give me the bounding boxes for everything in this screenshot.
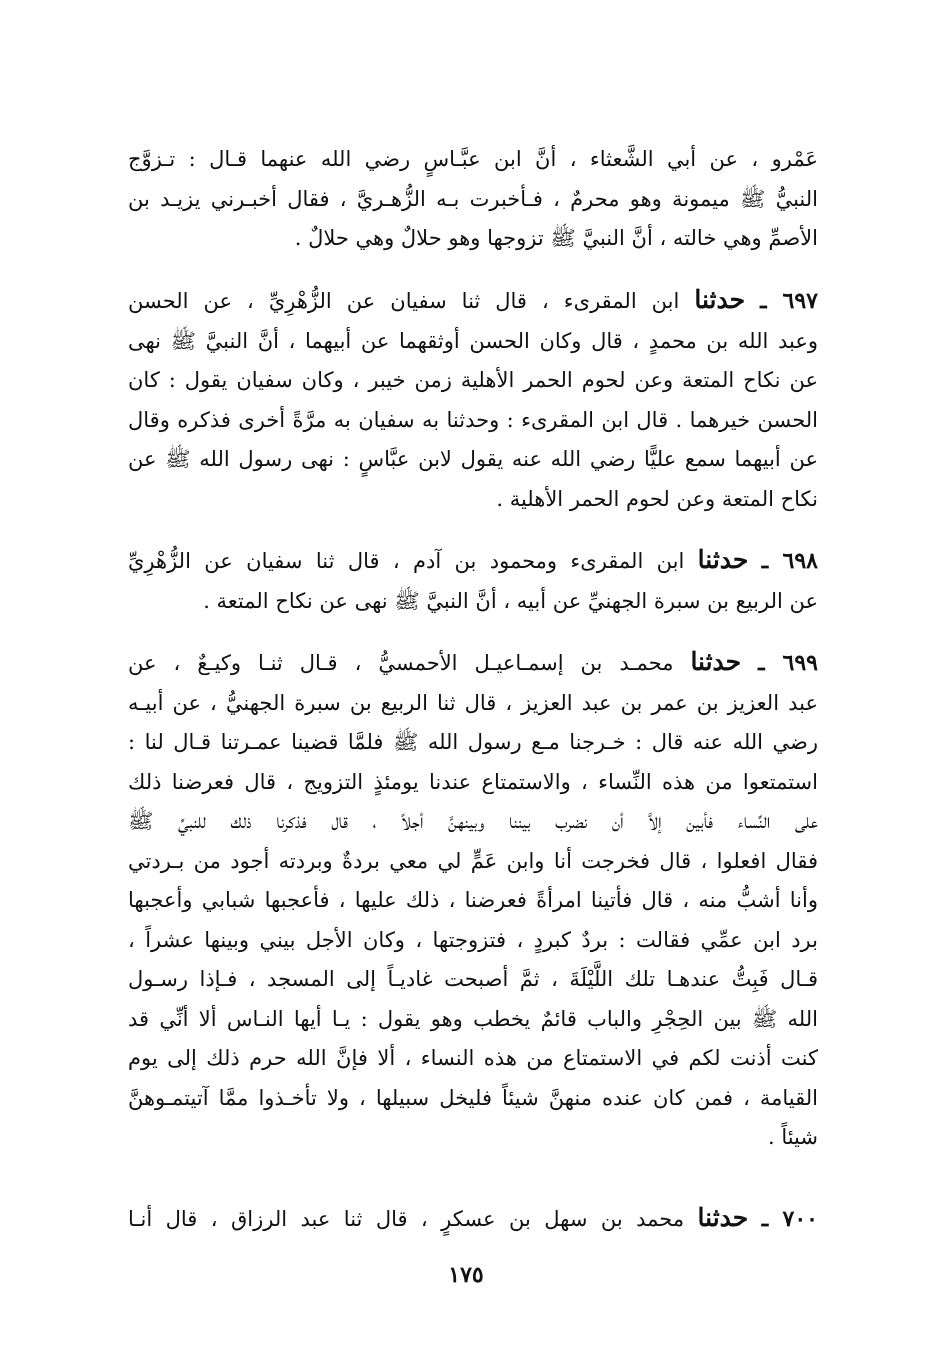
text-line: الحسن خيرهما . قال ابن المقرىء : وحدثنا به سفيان به مرَّةً أخرى فذكره وقال [128,407,818,432]
text-line [128,280,818,322]
hadith-keyword: حدثنا [697,1203,749,1232]
text-line-content: محمـد بن إسمـاعيـل الأحمسيُّ ، قـال ثنـا وكيـعٌ ، عن [128,651,674,675]
hadith-698 [128,540,818,621]
text-line: شيئاً . [767,1125,818,1149]
paragraph-continuation [128,140,818,259]
hadith-number: ٦٩٧ ـ [760,288,818,314]
text-line: وأنا أشبُّ منه ، قال فأتينا امرأةً فعرضنا ، ذلك عليها ، فأعجبها شبابي وأعجبها [128,888,818,912]
text-line [128,642,818,684]
hadith-697 [128,280,818,519]
text-line [128,1198,818,1240]
text-line: عَمْرو ، عن أبي الشَّعثاء ، أنَّ ابن عبَّـاسٍ رضي الله عنهما قـال : تـزوَّج [128,147,818,171]
hadith-keyword: حدثنا [694,285,746,314]
hadith-700 [128,1198,818,1240]
text-line: برد ابن عمِّي فقالت : بردٌ كبردٍ ، فتزوجتها ، وكان الأجل بيني وبينها عشراً ، [128,927,818,952]
text-line-content: ابن المقرىء ، قال ثنا سفيان عن الزُّهْرِيِّ ، عن الحسن [128,289,680,313]
hadith-number: ٦٩٩ ـ [758,650,818,676]
text-line: القيامة ، فمن كان عنده منهنَّ شيئاً فليخل سبيلها ، ولا تأخـذوا ممَّا آتيتمـوهنَّ [128,1085,818,1110]
text-line: وعبد الله بن محمدٍ ، قال وكان الحسن أوثقهما عن أبيهما ، أنَّ النبيَّ ﷺ نهى [128,328,818,353]
hadith-keyword: حدثنا [690,647,742,676]
hadith-keyword: حدثنا [697,545,749,574]
text-line: النبيُّ ﷺ ميمونة وهو محرمٌ ، فـأخبرت بـه الزُّهـريَّ ، فقال أخبـرني يزيـد بن [128,186,818,211]
text-line: عن نكاح المتعة وعن لحوم الحمر الأهلية زمن خيبر ، وكان سفيان يقول : كان [128,368,818,392]
page-number: ١٧٥ [448,1262,484,1288]
hadith-number: ٦٩٨ ـ [761,548,818,574]
text-line: عن الربيع بن سبرة الجهنيِّ عن أبيه ، أنَّ النبيَّ ﷺ نهى عن نكاح المتعة . [203,588,818,613]
text-line: الأصمِّ وهي خالته ، أنَّ النبيَّ ﷺ تزوجها وهو حلالٌ وهي حلالٌ . [294,226,818,250]
text-line: على النِّساء فأبين إلاَّ أن نضرب بيننا وبينهنَّ أجلاً ، قال فذكرنا ذلك للنبيِّ ﷺ [128,809,818,833]
hadith-number: ٧٠٠ ـ [761,1206,818,1232]
text-line-content: ابن المقرىء ومحمود بن آدم ، قال ثنا سفيان عن الزُّهْرِيِّ [128,549,685,573]
text-line: نكاح المتعة وعن لحوم الحمر الأهلية . [496,486,818,511]
text-line-content: محمد بن سهل بن عسكرٍ ، قال ثنا عبد الرزاق ، قال أنـا [128,1207,685,1231]
text-line: عبد العزيز بن عمر بن عبد العزيز ، قال ثنا الربيع بن سبرة الجهنيُّ ، عن أبيـه [128,690,818,715]
text-line: قـال فَبِتُّ عندهـا تلك اللَّيْلَةَ ، ثمَّ أصبحت غاديـاً إلى المسجد ، فـإذا رسـول [128,967,818,991]
text-line: استمتعوا من هذه النِّساء ، والاستمتاع عندنا يومئذٍ التزويج ، قال فعرضنا ذلك [128,769,818,794]
text-line: الله ﷺ بين الحِجْرِ والباب قائمٌ يخطب وهو يقول : يـا أيها النـاس ألا أنِّي قد [128,1006,818,1031]
text-line: رضي الله عنه قال : خـرجنا مـع رسول الله ﷺ فلمَّا قضينا عمـرتنا قـال لنا : [128,730,818,754]
text-line: فقال افعلوا ، قال فخرجت أنا وابن عَمٍّ لي معي بردةٌ وبردته أجود من بـردتي [128,848,818,873]
hadith-699 [128,642,818,1158]
text-line: عن أبيهما سمع عليًّا رضي الله عنه يقول لابن عبَّاسٍ : نهى رسول الله ﷺ عن [128,447,818,471]
text-line: كنت أذنت لكم في الاستمتاع من هذه النساء ، ألا فإنَّ الله حرم ذلك إلى يوم [128,1046,818,1070]
text-line [128,540,818,582]
